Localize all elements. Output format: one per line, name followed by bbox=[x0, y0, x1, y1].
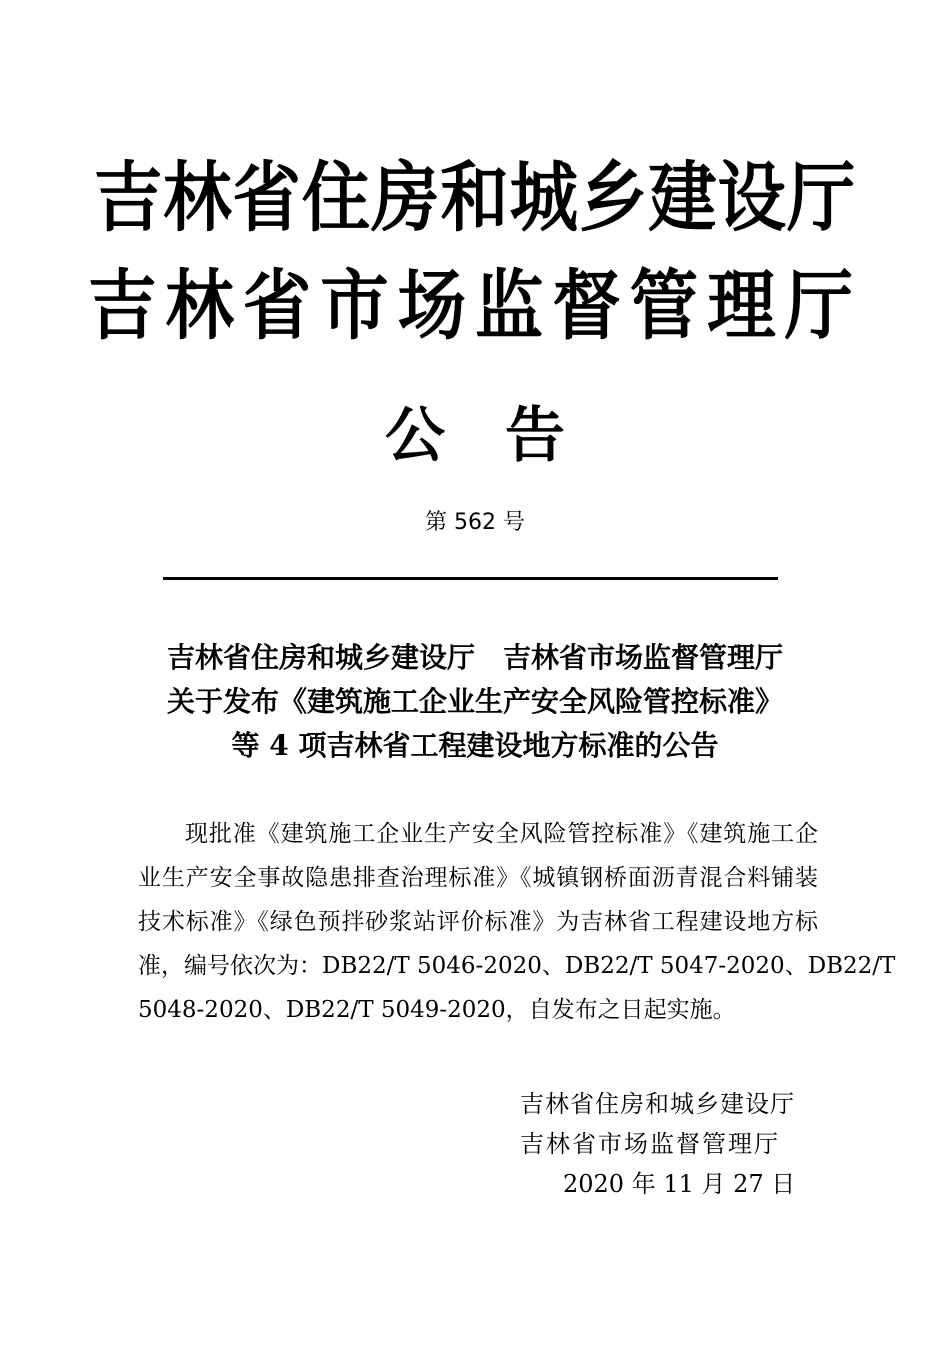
notice-title-line-2: 关于发布《建筑施工企业生产安全风险管控标准》 bbox=[166, 685, 783, 718]
body-text-line: 业生产安全事故隐患排查治理标准》《城镇钢桥面沥青混合料铺装 bbox=[138, 865, 818, 891]
signature-issuer-market-supervision: 吉林省市场监督管理厅 bbox=[520, 1130, 780, 1158]
notice-title-line-1: 吉林省住房和城乡建设厅 吉林省市场监督管理厅 bbox=[166, 641, 783, 674]
body-text-line: 准，编号依次为：DB22/T 5046-2020、DB22/T 5047-2020、DB22/T bbox=[138, 953, 896, 979]
issuing-agency-housing: 吉林省住房和城乡建设厅 bbox=[93, 153, 857, 242]
notice-title-line-3: 等 4 项吉林省工程建设地方标准的公告 bbox=[231, 729, 719, 762]
document-number: 第 562 号 bbox=[425, 510, 525, 535]
signature-date: 2020 年 11 月 27 日 bbox=[563, 1170, 796, 1198]
body-text-line: 5048-2020、DB22/T 5049-2020，自发布之日起实施。 bbox=[138, 997, 736, 1023]
body-text-line: 技术标准》《绿色预拌砂浆站评价标准》为吉林省工程建设地方标 bbox=[138, 909, 818, 935]
header-divider bbox=[163, 577, 778, 580]
issuing-agency-market-supervision: 吉林省市场监督管理厅 bbox=[88, 261, 862, 350]
body-text-line: 现批准《建筑施工企业生产安全风险管控标准》《建筑施工企 bbox=[185, 821, 818, 847]
document-type-heading: 公告 bbox=[385, 401, 625, 471]
signature-issuer-housing: 吉林省住房和城乡建设厅 bbox=[520, 1090, 795, 1118]
